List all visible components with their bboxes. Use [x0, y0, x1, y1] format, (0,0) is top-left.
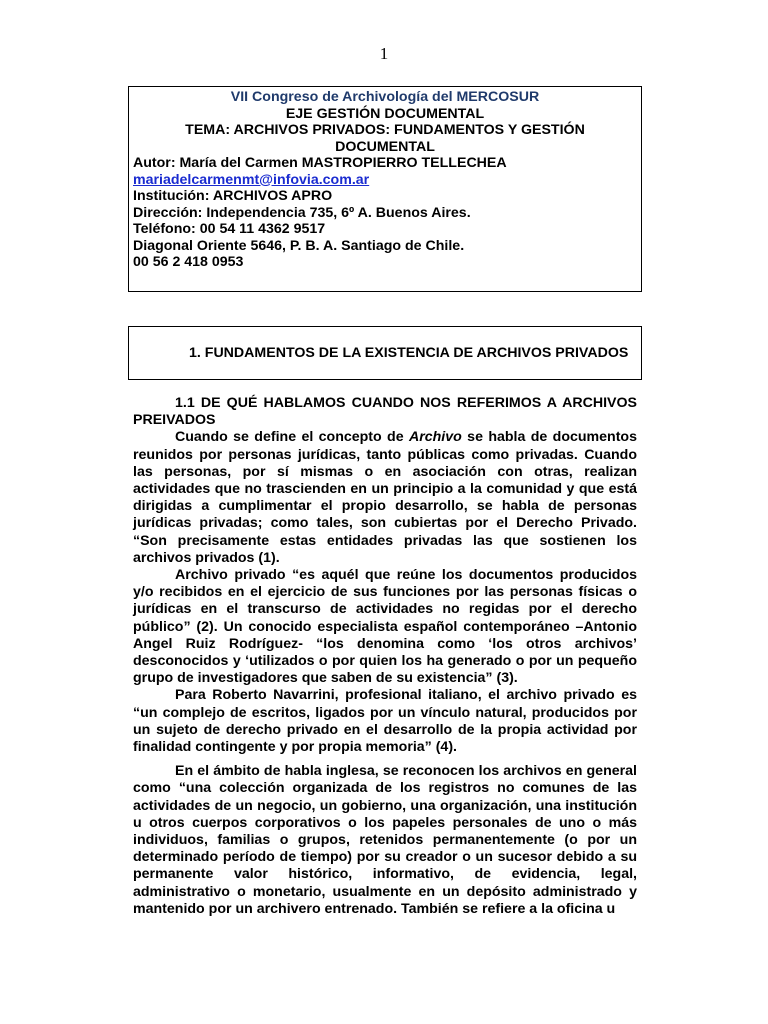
email-link[interactable]: mariadelcarmenmt@infovia.com.ar [133, 171, 370, 188]
author-line: Autor: María del Carmen MASTROPIERRO TELLECHEA [133, 155, 507, 171]
eje-title: EJE GESTIÓN DOCUMENTAL [285, 105, 485, 122]
address-line: Dirección: Independencia 735, 6º A. Buenos Aires. [133, 204, 471, 221]
section-heading: 1. FUNDAMENTOS DE LA EXISTENCIA DE ARCHIVOS PRIVADOS [189, 345, 629, 361]
institution-line: Institución: ARCHIVOS APRO [133, 188, 333, 204]
address2-line: Diagonal Oriente 5646, P. B. A. Santiago de Chile. [133, 237, 465, 254]
paragraph-1: Cuando se define el concepto de Archivo se habla de documentos reunidos por personas jurídicas, tanto públicas como privadas. Cuando las personas, por sí mismas o en asociación con otras, realizan actividades que no trascienden en un principio a la comunidad y que está dirigidas a cumplimentar el propio desarrollo, se habla de personas jurídicas privadas; como tales, son cubiertas por el Derecho Privado. “Son precisamente estas entidades privadas las que sostienen los archivos privados (1). [133, 429, 637, 566]
paragraph-2: Archivo privado “es aquél que reúne los documentos producidos y/o recibidos en el ejercicio de sus funciones por las personas físicas o jurídicas en el transcurso de actividades no regidas por el derecho público” (2). Un conocido especialista español contemporáneo –Antonio Angel Ruiz Rodríguez- “los denomina como ‘los otros archivos’ desconocidos y ‘utilizados o por quien los ha generado o por un pequeño grupo de investigadores que saben de su existencia” (3). [133, 567, 637, 687]
header-box [128, 86, 642, 292]
paragraph-4: En el ámbito de habla inglesa, se reconocen los archivos en general como “una colección organizada de los registros no comunes de las actividades de un negocio, un gobierno, una organización, una institución u otros cuerpos corporativos o los papeles personales de uno o más individuos, familias o grupos, retenidos permanentemente (o por un determinado período de tiempo) por su creador o un sucesor debido a su permanente valor histórico, informativo, de evidencia, legal, administrativo o monetario, usualmente en un depósito administrado y mantenido por un archivero entrenado. También se refiere a la oficina u [133, 763, 637, 917]
phone-line: Teléfono: 00 54 11 4362 9517 [133, 221, 326, 237]
archivo-term: Archivo [408, 429, 462, 446]
section-box [128, 326, 642, 380]
subheading: 1.1 DE QUÉ HABLAMOS CUANDO NOS REFERIMOS A ARCHIVOS PREIVADOS [133, 395, 637, 429]
body-text [133, 395, 637, 918]
page-number: 1 [379, 44, 389, 63]
congress-title: VII Congreso de Archivología del MERCOSUR [230, 89, 540, 105]
tema-title-line2: DOCUMENTAL [335, 138, 435, 155]
tema-title-line1: TEMA: ARCHIVOS PRIVADOS: FUNDAMENTOS Y GESTIÓN [185, 122, 585, 138]
phone2-line: 00 56 2 418 0953 [133, 254, 244, 270]
paragraph-3: Para Roberto Navarrini, profesional italiano, el archivo privado es “un complejo de escritos, ligados por un vínculo natural, producidos por un sujeto de derecho privado en el desarrollo de la propia actividad por finalidad contingente y por propia memoria” (4). [133, 687, 637, 756]
